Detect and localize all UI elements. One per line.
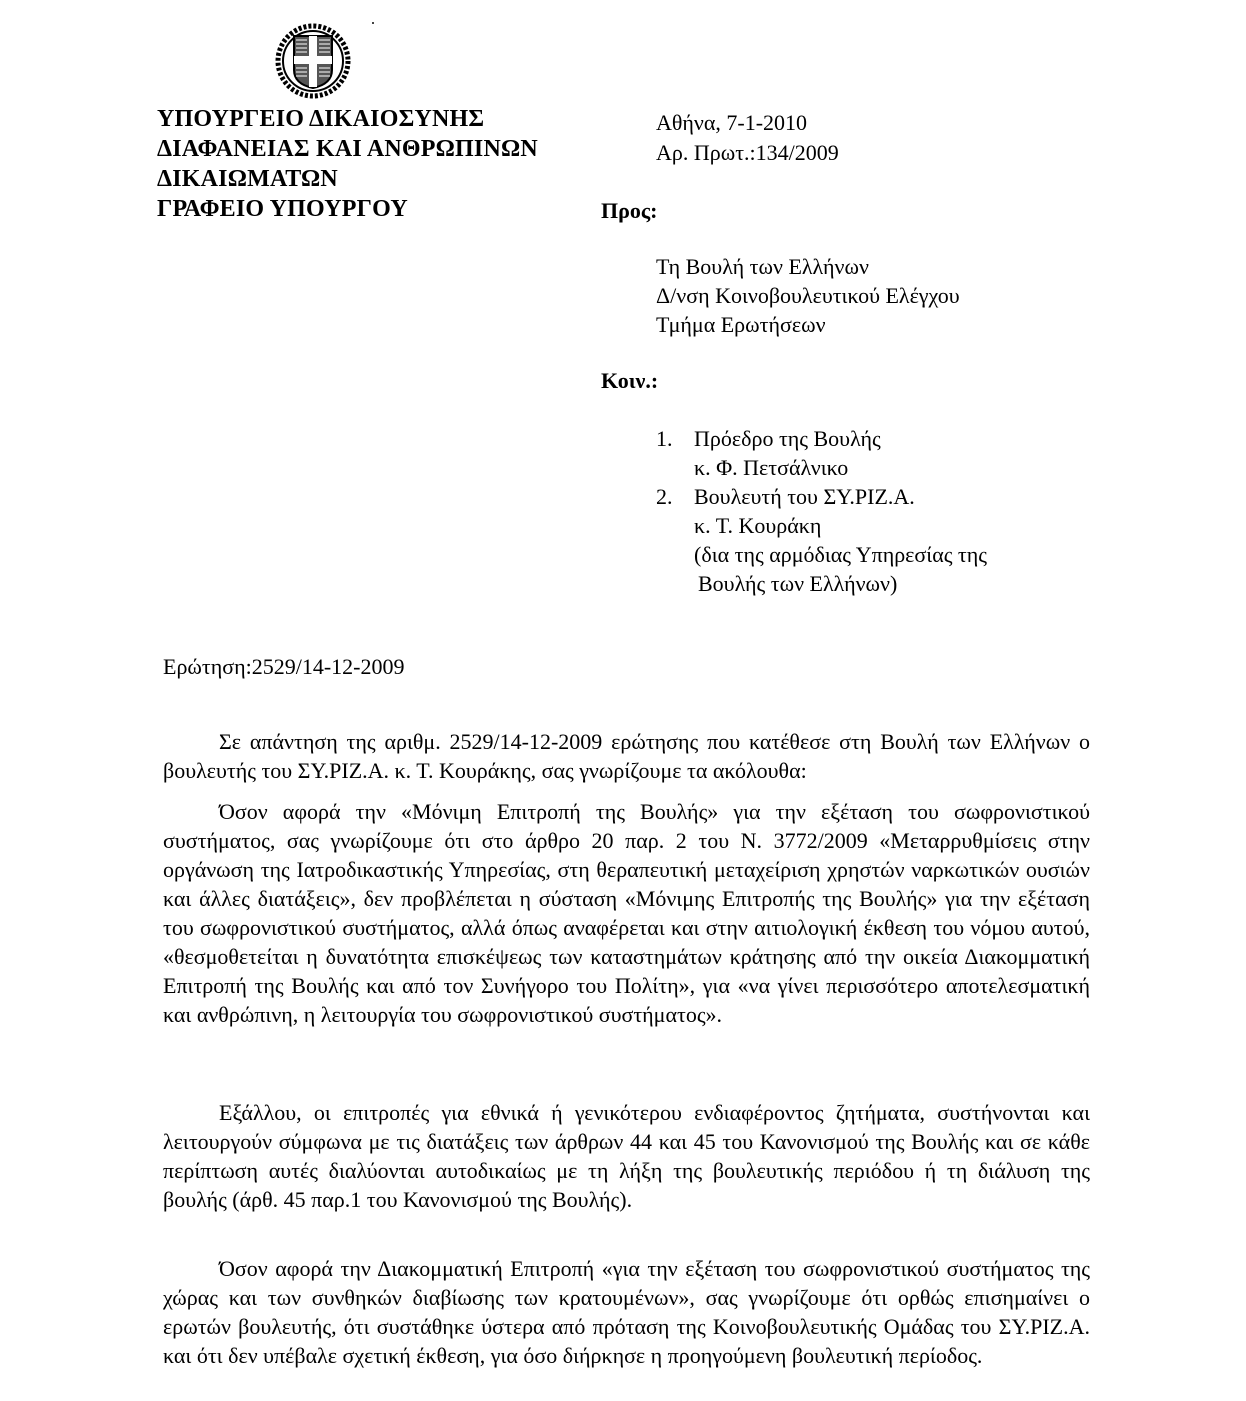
- place-date: Αθήνα, 7-1-2010: [656, 110, 808, 135]
- ministry-header: [157, 104, 538, 224]
- paragraph-text: Εξάλλου, οι επιτροπές για εθνικά ή γενικότερου ενδιαφέροντος ζητήματα, συστήνονται και λειτουργούν σύμφωνα με τις διατάξεις των άρθρων 44 και 45 του Κανονισμού της Βουλής και σε κάθε περίπτωση αυτές διαλύονται αυτοδικαίως με τη λήξη της βουλευτικής περιόδου ή τη διάλυση της βουλής (άρθ. 45 παρ.1 του Κανονισμού της Βουλής).: [163, 1100, 1090, 1212]
- cc-label: Κοιν.:: [601, 368, 659, 393]
- paragraph-text: Όσον αφορά την Διακομματική Επιτροπή «για την εξέταση του σωφρονιστικού συστήματος της χώρας και των συνθηκών διαβίωσης των κρατουμένων», σας γνωρίζουμε ότι ορθώς επισημαίνει ο ερωτών βουλευτής, ότι συστάθηκε ύστερα από πρόταση της Κοινοβουλευτικής Ομάδας του ΣΥ.ΡΙΖ.Α. και ότι δεν υπέβαλε σχετική έκθεση, για όσο διήρκησε η προηγούμενη βουλευτική περίοδος.: [163, 1256, 1090, 1368]
- ministry-line: ΥΠΟΥΡΓΕΙΟ ΔΙΚΑΙΟΣΥΝΗΣ: [157, 106, 485, 132]
- cc-line: (δια της αρμόδιας Υπηρεσίας της: [694, 542, 987, 567]
- cc-item: [656, 424, 987, 453]
- cc-line: Βουλής των Ελλήνων): [698, 571, 898, 596]
- body-paragraph: [163, 1254, 1090, 1370]
- document-meta: [656, 108, 839, 168]
- cc-number: 1.: [656, 426, 673, 451]
- body-paragraph: [163, 797, 1090, 1029]
- body-paragraph: [163, 1098, 1090, 1214]
- paragraph-text: Όσον αφορά την «Μόνιμη Επιτροπή της Βουλής» για την εξέταση του σωφρονιστικού συστήματος, σας γνωρίζουμε ότι στο άρθρο 20 παρ. 2 του Ν. 3772/2009 «Μεταρρυθμίσεις στην οργάνωση της Ιατροδικαστικής Υπηρεσίας, στη θεραπευτική μεταχείριση χρηστών ναρκωτικών ουσιών και άλλες διατάξεις», δεν προβλέπεται η σύσταση «Μόνιμης Επιτροπής της Βουλής» για την εξέταση του σωφρονιστικού συστήματος, αλλά όπως αναφέρεται και στην αιτιολογική έκθεση του νόμου αυτού, «θεσμοθετείται η δυνατότητα επισκέψεως των καταστημάτων κράτησης από την οικεία Διακομματική Επιτροπή της Βουλής και από τον Συνήγορο του Πολίτη», για «να γίνει περισσότερο αποτελεσματική και ανθρώπινη, η λειτουργία του σωφρονιστικού συστήματος».: [163, 799, 1090, 1027]
- recipient-line: Τη Βουλή των Ελλήνων: [656, 254, 869, 279]
- paragraph-text: Σε απάντηση της αριθμ. 2529/14-12-2009 ερώτησης που κατέθεσε στη Βουλή των Ελλήνων ο βουλευτής του ΣΥ.ΡΙΖ.Α. κ. Τ. Κουράκης, σας γνωρίζουμε τα ακόλουθα:: [163, 729, 1090, 783]
- to-label: Προς:: [601, 198, 658, 223]
- recipients: [656, 252, 960, 339]
- recipient-line: Δ/νση Κοινοβουλευτικού Ελέγχου: [656, 283, 960, 308]
- recipient-line: Τμήμα Ερωτήσεων: [656, 312, 826, 337]
- coat-of-arms-icon: [274, 22, 352, 100]
- cc-number: 2.: [656, 484, 673, 509]
- cc-line: κ. Τ. Κουράκη: [694, 513, 822, 538]
- cc-item: [656, 482, 987, 511]
- scan-artifact: [372, 22, 374, 24]
- ministry-line: ΔΙΑΦΑΝΕΙΑΣ ΚΑΙ ΑΝΘΡΩΠΙΝΩΝ: [157, 136, 538, 162]
- cc-line: Πρόεδρο της Βουλής: [694, 426, 881, 451]
- cc-list: [656, 424, 987, 598]
- body-paragraph: [163, 727, 1090, 785]
- cc-line: Βουλευτή του ΣΥ.ΡΙΖ.Α.: [694, 484, 915, 509]
- question-reference: Ερώτηση:2529/14-12-2009: [163, 654, 405, 679]
- ministry-line: ΔΙΚΑΙΩΜΑΤΩΝ: [157, 166, 338, 192]
- cc-line: κ. Φ. Πετσάλνικο: [694, 455, 849, 480]
- ministry-line: ΓΡΑΦΕΙΟ ΥΠΟΥΡΓΟΥ: [157, 196, 408, 222]
- protocol-number: Αρ. Πρωτ.:134/2009: [656, 140, 839, 165]
